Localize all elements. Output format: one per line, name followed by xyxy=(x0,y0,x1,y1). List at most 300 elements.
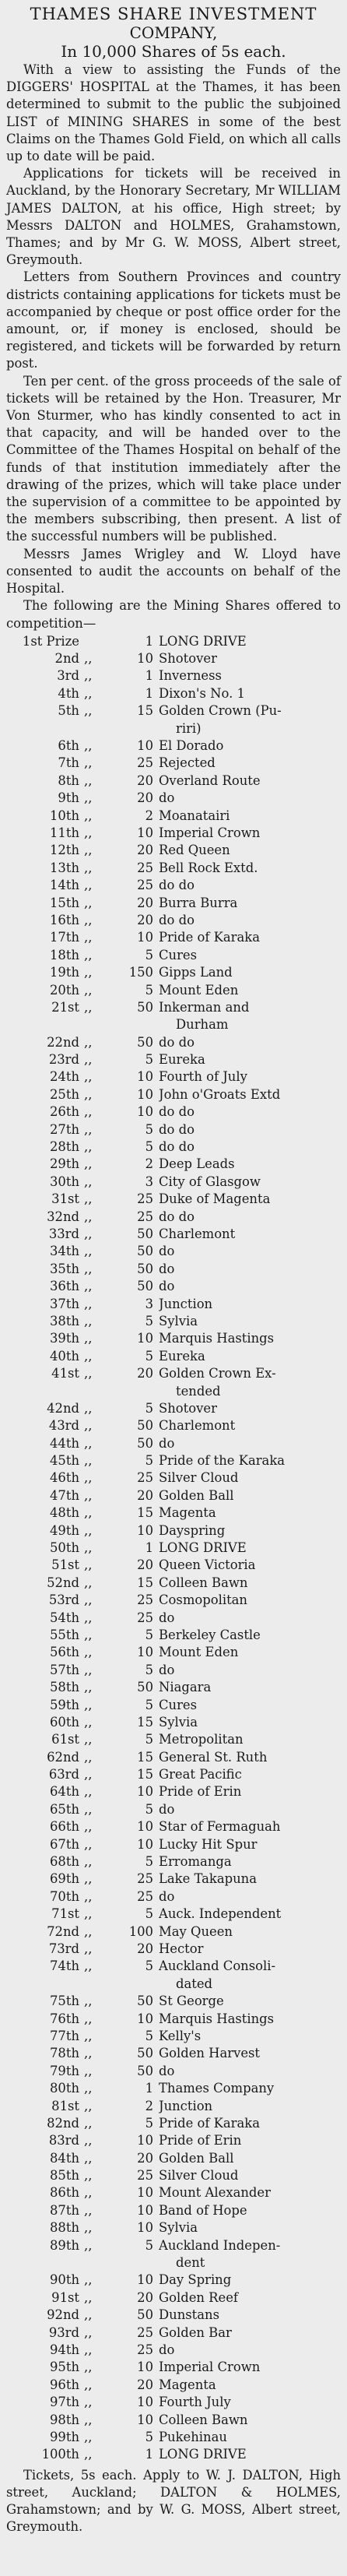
share-quantity: 15 xyxy=(137,1575,153,1590)
ditto-mark: ,, xyxy=(84,2272,93,2288)
claim-name: Pride of Erin xyxy=(159,1784,242,1800)
claim-name: Burra Burra xyxy=(159,895,238,910)
claim-name: Deep Leads xyxy=(159,1156,235,1172)
claim-name: do do xyxy=(159,1034,195,1050)
ditto-mark: ,, xyxy=(84,1610,93,1625)
share-quantity: 5 xyxy=(145,1313,153,1328)
ditto-mark: ,, xyxy=(84,2289,93,2305)
prize-number: 99th xyxy=(50,2429,79,2444)
claim-name: Hector xyxy=(159,1941,204,1956)
claim-name: Pride of the Karaka xyxy=(159,1453,286,1469)
prize-number: 28th xyxy=(50,1139,79,1155)
share-quantity: 15 xyxy=(137,703,153,719)
ditto-mark: ,, xyxy=(84,1557,93,1573)
claim-name: Star of Fermaguah xyxy=(159,1819,281,1835)
prize-row xyxy=(6,2446,341,2463)
claim-name: do do xyxy=(159,1104,195,1120)
prize-row xyxy=(6,1522,341,1540)
prize-row xyxy=(6,912,341,929)
prize-number: 89th xyxy=(50,2237,79,2253)
ditto-mark: ,, xyxy=(84,843,93,858)
share-quantity: 3 xyxy=(145,1174,153,1189)
ditto-mark: ,, xyxy=(84,2150,93,2166)
ditto-mark: ,, xyxy=(84,1592,93,1608)
ditto-mark: ,, xyxy=(84,999,93,1015)
prize-row xyxy=(6,1853,341,1870)
ditto-mark: ,, xyxy=(84,2237,93,2253)
ditto-mark: ,, xyxy=(84,1104,93,1120)
claim-name: Silver Cloud xyxy=(159,1470,239,1486)
prize-number: 83rd xyxy=(48,2133,79,2148)
prize-number: 81st xyxy=(51,2098,79,2113)
prize-row xyxy=(6,1923,341,1941)
claim-name: do xyxy=(159,1888,175,1904)
prize-number: 54th xyxy=(50,1610,79,1625)
prize-row xyxy=(6,1348,341,1365)
ditto-mark: ,, xyxy=(84,1680,93,1695)
claim-name: Pride of Karaka xyxy=(159,2115,260,2131)
share-quantity: 25 xyxy=(137,1871,153,1887)
share-quantity: 10 xyxy=(137,1331,153,1346)
prize-row xyxy=(6,2412,341,2429)
claim-name: May Queen xyxy=(159,1923,233,1939)
share-quantity: 50 xyxy=(137,1418,153,1434)
share-quantity: 10 xyxy=(137,2011,153,2026)
ditto-mark: ,, xyxy=(84,1418,93,1434)
prize-row xyxy=(6,1906,341,1923)
ditto-mark: ,, xyxy=(84,2202,93,2218)
share-quantity: 10 xyxy=(137,2360,153,2375)
claim-name: Gipps Land xyxy=(159,965,233,980)
ditto-mark: ,, xyxy=(84,1400,93,1416)
claim-name-continuation: dent xyxy=(176,2255,205,2271)
claim-name: Cures xyxy=(159,947,198,962)
spacer xyxy=(84,720,120,737)
share-quantity: 5 xyxy=(145,1348,153,1364)
ditto-mark: ,, xyxy=(84,1348,93,1364)
share-quantity: 5 xyxy=(145,2429,153,2444)
claim-name: Erromanga xyxy=(159,1854,232,1870)
prize-number: 17th xyxy=(50,930,79,945)
prize-row xyxy=(6,2167,341,2184)
prize-number: 36th xyxy=(50,1279,79,1294)
prize-number: 63rd xyxy=(48,1767,79,1782)
prize-row xyxy=(6,1278,341,1295)
prize-row xyxy=(6,2098,341,2115)
claim-name-continuation: Durham xyxy=(176,1017,229,1033)
claim-name-continuation: dated xyxy=(176,1976,213,1991)
share-quantity: 10 xyxy=(137,1522,153,1538)
prize-number: 2nd xyxy=(54,651,79,667)
share-quantity: 50 xyxy=(137,1034,153,1050)
ditto-mark: ,, xyxy=(84,2377,93,2392)
claim-name: Metropolitan xyxy=(159,1732,244,1747)
ditto-mark: ,, xyxy=(84,1226,93,1241)
prize-number: 75th xyxy=(50,1994,79,2009)
prize-number: 11th xyxy=(50,825,79,840)
claim-name: Duke of Magenta xyxy=(159,1191,271,1207)
share-quantity: 25 xyxy=(137,755,153,771)
ditto-mark: ,, xyxy=(84,1139,93,1155)
prize-number: 35th xyxy=(50,1261,79,1276)
share-quantity: 20 xyxy=(137,772,153,788)
claim-name: Queen Victoria xyxy=(159,1557,256,1573)
spacer xyxy=(84,1976,120,1993)
claim-name: Colleen Bawn xyxy=(159,1575,248,1590)
prize-number: 16th xyxy=(50,912,79,927)
claim-name: Overland Route xyxy=(159,772,261,788)
ditto-mark: ,, xyxy=(84,1366,93,1381)
ditto-mark: ,, xyxy=(84,1470,93,1486)
claim-name: Golden Reef xyxy=(159,2289,238,2305)
ditto-mark: ,, xyxy=(84,1261,93,1276)
share-quantity: 5 xyxy=(145,2028,153,2043)
prize-row xyxy=(6,1086,341,1103)
claim-name: Fourth July xyxy=(159,2395,231,2410)
claim-name: Bell Rock Extd. xyxy=(159,860,258,875)
prize-number: 87th xyxy=(50,2202,79,2218)
claim-name: Eureka xyxy=(159,1348,205,1364)
prize-number: 71st xyxy=(51,1906,79,1922)
claim-name: Golden Crown (Pu- xyxy=(159,703,282,719)
prize-number: 30th xyxy=(50,1174,79,1189)
share-quantity: 20 xyxy=(137,843,153,858)
prize-row xyxy=(6,1801,341,1818)
prize-number: 96th xyxy=(50,2377,79,2392)
prize-row xyxy=(6,2237,341,2254)
prize-row xyxy=(6,1941,341,1958)
prize-number: 53rd xyxy=(48,1592,79,1608)
page-title: THAMES SHARE INVESTMENT xyxy=(30,5,317,23)
prize-row xyxy=(6,1836,341,1853)
prize-number: 69th xyxy=(50,1871,79,1887)
prize-row xyxy=(6,1051,341,1068)
share-quantity: 100 xyxy=(128,1923,153,1939)
prize-number: 72nd xyxy=(47,1923,79,1939)
prize-number: 13th xyxy=(50,860,79,875)
shares-intro-paragraph: The following are the Mining Shares offered to competition— xyxy=(6,598,341,631)
ditto-mark: ,, xyxy=(84,1627,93,1642)
applications-paragraph: Applications for tickets will be received in Auckland, by the Honorary Secretary, Mr WILLIAM JAMES DALTON, at his office, High street; by Messrs DALTON and HOLMES, Grahamstown, Thames; and by Mr G. W. MOSS, Albert street, Greymouth. xyxy=(6,166,341,268)
prize-row xyxy=(6,2115,341,2132)
ditto-mark: ,, xyxy=(84,2447,93,2462)
ditto-mark: ,, xyxy=(84,2342,93,2357)
prize-row xyxy=(6,1121,341,1138)
prize-row xyxy=(6,737,341,755)
prize-number: 41st xyxy=(51,1366,79,1381)
ditto-mark: ,, xyxy=(84,651,93,667)
prize-number: 37th xyxy=(50,1296,79,1311)
prize-number: 20th xyxy=(50,982,79,998)
prize-number: 26th xyxy=(50,1104,79,1120)
prize-row xyxy=(6,1697,341,1714)
share-quantity: 20 xyxy=(137,895,153,910)
claim-name: Lake Takapuna xyxy=(159,1871,258,1887)
spacer xyxy=(120,1016,159,1033)
prize-row xyxy=(6,1400,341,1417)
prize-row xyxy=(6,964,341,981)
prize-row xyxy=(6,2272,341,2289)
claim-name: Golden Crown Ex- xyxy=(159,1366,276,1381)
ditto-mark: ,, xyxy=(84,2395,93,2410)
prize-number: 6th xyxy=(58,738,79,754)
claim-name: do xyxy=(159,1610,175,1625)
prize-number: 56th xyxy=(50,1645,79,1660)
share-quantity: 2 xyxy=(145,2098,153,2113)
prize-number: 27th xyxy=(50,1121,79,1137)
ditto-mark: ,, xyxy=(84,1052,93,1068)
share-quantity: 50 xyxy=(137,2307,153,2323)
prize-row xyxy=(6,2394,341,2411)
prize-row xyxy=(6,2307,341,2324)
ditto-mark: ,, xyxy=(84,1767,93,1782)
prize-row xyxy=(6,1731,341,1748)
prize-row xyxy=(6,667,341,684)
ditto-mark: ,, xyxy=(84,703,93,719)
prize-row xyxy=(6,1209,341,1226)
prize-row xyxy=(6,2028,341,2045)
ditto-mark: ,, xyxy=(84,912,93,927)
prize-row xyxy=(6,1627,341,1644)
spacer xyxy=(84,1383,120,1400)
spacer xyxy=(120,2254,159,2272)
prize-row xyxy=(6,1592,341,1609)
share-quantity: 15 xyxy=(137,1767,153,1782)
share-quantity: 20 xyxy=(137,2150,153,2166)
claim-name: Day Spring xyxy=(159,2272,232,2288)
prize-number: 47th xyxy=(50,1487,79,1503)
share-quantity: 10 xyxy=(137,651,153,667)
ditto-mark: ,, xyxy=(84,1435,93,1451)
claim-name: Thames Company xyxy=(159,2081,275,2096)
prize-number: 62nd xyxy=(47,1749,79,1765)
claim-name: Magenta xyxy=(159,2377,216,2392)
claim-name: do do xyxy=(159,912,195,927)
prize-number: 5th xyxy=(58,703,79,719)
share-quantity: 5 xyxy=(145,1732,153,1747)
share-quantity: 10 xyxy=(137,2220,153,2236)
prize-number: 3rd xyxy=(57,668,79,684)
share-quantity: 20 xyxy=(137,2377,153,2392)
prize-number: 10th xyxy=(50,808,79,823)
ditto-mark: ,, xyxy=(84,1575,93,1590)
prize-row xyxy=(6,2063,341,2080)
prize-row xyxy=(6,1313,341,1330)
share-quantity: 5 xyxy=(145,1400,153,1416)
share-quantity: 20 xyxy=(137,2289,153,2305)
claim-name: Dixon's No. 1 xyxy=(159,685,245,701)
share-quantity: 5 xyxy=(145,2115,153,2131)
ditto-mark: ,, xyxy=(84,825,93,840)
prize-number: 43rd xyxy=(48,1418,79,1434)
claim-name: Shotover xyxy=(159,651,217,667)
share-quantity: 10 xyxy=(137,1836,153,1852)
claim-name: do do xyxy=(159,1209,195,1224)
ditto-mark: ,, xyxy=(84,878,93,893)
claim-name: Sylvia xyxy=(159,1313,198,1328)
prize-number: 78th xyxy=(50,2046,79,2061)
ditto-mark: ,, xyxy=(84,2063,93,2078)
prize-row xyxy=(6,1714,341,1731)
prize-number: 59th xyxy=(50,1697,79,1712)
ditto-mark: ,, xyxy=(84,738,93,754)
prize-row xyxy=(6,1644,341,1661)
letters-paragraph: Letters from Southern Provinces and country districts containing applications for tickets must be accompanied by cheque or post office order for the amount, or, if money is enclosed, should be registered, and tickets will be forwarded by return post. xyxy=(6,269,341,371)
ditto-mark: ,, xyxy=(84,1697,93,1712)
claim-name: Mount Alexander xyxy=(159,2185,271,2201)
share-quantity: 10 xyxy=(137,2185,153,2201)
share-quantity: 10 xyxy=(137,2133,153,2148)
claim-name: Golden Bar xyxy=(159,2324,232,2340)
prize-row xyxy=(6,1610,341,1627)
share-quantity: 5 xyxy=(145,1453,153,1469)
prize-row xyxy=(6,2045,341,2062)
prize-number: 52nd xyxy=(47,1575,79,1590)
prize-row xyxy=(6,1330,341,1347)
share-quantity: 5 xyxy=(145,1121,153,1137)
prize-number: 55th xyxy=(50,1627,79,1642)
prize-number: 60th xyxy=(50,1714,79,1730)
ditto-mark: ,, xyxy=(84,2011,93,2026)
prize-row xyxy=(6,842,341,859)
prize-row xyxy=(6,1958,341,1975)
claim-name: Red Queen xyxy=(159,843,230,858)
claim-name: Charlemont xyxy=(159,1418,236,1434)
share-quantity: 15 xyxy=(137,1505,153,1521)
ditto-mark: ,, xyxy=(84,1732,93,1747)
prize-row xyxy=(6,808,341,825)
prize-number: 9th xyxy=(58,790,79,806)
intro-paragraph: With a view to assisting the Funds of the DIGGERS' HOSPITAL at the Thames, it has been determined to submit to the public the subjoined LIST of MINING SHARES in some of the best Claims on the Thames Gold Field, on which all calls up to date will be paid. xyxy=(6,62,341,164)
share-quantity: 5 xyxy=(145,1801,153,1817)
share-quantity: 50 xyxy=(137,999,153,1015)
prize-row xyxy=(6,2324,341,2342)
ditto-mark: ,, xyxy=(84,1069,93,1085)
claim-name: Auck. Independent xyxy=(159,1906,282,1922)
ditto-mark: ,, xyxy=(84,1453,93,1469)
prize-number: 18th xyxy=(50,947,79,962)
claim-name: Berkeley Castle xyxy=(159,1627,261,1642)
ditto-mark: ,, xyxy=(84,860,93,875)
ditto-mark: ,, xyxy=(84,1209,93,1224)
claim-name: do do xyxy=(159,878,195,893)
ditto-mark: ,, xyxy=(84,1906,93,1922)
shares-line: In 10,000 Shares of 5s each. xyxy=(61,42,286,61)
ditto-mark: ,, xyxy=(84,1836,93,1852)
share-quantity: 2 xyxy=(145,808,153,823)
claim-name: Charlemont xyxy=(159,1226,236,1241)
prize-number: 97th xyxy=(50,2395,79,2410)
prize-row xyxy=(6,1557,341,1574)
claim-name: City of Glasgow xyxy=(159,1174,261,1189)
share-quantity: 1 xyxy=(145,633,153,649)
ditto-mark: ,, xyxy=(84,1086,93,1102)
prize-row xyxy=(6,790,341,807)
ditto-mark: ,, xyxy=(84,2046,93,2061)
prize-row xyxy=(6,1766,341,1783)
ditto-mark: ,, xyxy=(84,895,93,910)
ditto-mark: ,, xyxy=(84,1941,93,1956)
prize-row-continuation xyxy=(6,1016,341,1033)
prize-row xyxy=(6,1435,341,1452)
share-quantity: 50 xyxy=(137,1244,153,1259)
prize-row xyxy=(6,2429,341,2446)
share-quantity: 20 xyxy=(137,1941,153,1956)
prize-row xyxy=(6,685,341,702)
share-quantity: 10 xyxy=(137,1086,153,1102)
ditto-mark: ,, xyxy=(84,808,93,823)
ditto-mark: ,, xyxy=(84,1662,93,1677)
prize-row-continuation xyxy=(6,1383,341,1400)
claim-name: Marquis Hastings xyxy=(159,2011,275,2026)
share-quantity: 10 xyxy=(137,1784,153,1800)
share-quantity: 50 xyxy=(137,2046,153,2061)
claim-name: Cures xyxy=(159,1697,198,1712)
share-quantity: 20 xyxy=(137,912,153,927)
share-quantity: 5 xyxy=(145,1052,153,1068)
prize-row xyxy=(6,2289,341,2307)
ditto-mark: ,, xyxy=(84,1487,93,1503)
prize-row xyxy=(6,1504,341,1522)
prize-number: 93rd xyxy=(48,2324,79,2340)
claim-name: Pride of Karaka xyxy=(159,930,260,945)
share-quantity: 20 xyxy=(137,790,153,806)
claim-name: Imperial Crown xyxy=(159,2360,261,2375)
prize-row xyxy=(6,2342,341,2359)
prize-row xyxy=(6,1818,341,1835)
prize-row xyxy=(6,2359,341,2376)
ditto-mark: ,, xyxy=(84,947,93,962)
ditto-mark: ,, xyxy=(84,1174,93,1189)
share-quantity: 10 xyxy=(137,738,153,754)
claim-name: do xyxy=(159,1435,175,1451)
ditto-mark: ,, xyxy=(84,1854,93,1870)
spacer xyxy=(84,1016,120,1033)
ditto-mark: ,, xyxy=(84,772,93,788)
prize-number: 1st Prize xyxy=(22,633,79,649)
share-quantity: 5 xyxy=(145,2237,153,2253)
share-quantity: 50 xyxy=(137,1435,153,1451)
ditto-mark: ,, xyxy=(84,1244,93,1259)
claim-name: Eureka xyxy=(159,1052,205,1068)
prize-number: 24th xyxy=(50,1069,79,1085)
ditto-mark: ,, xyxy=(84,2220,93,2236)
ditto-mark: ,, xyxy=(84,1784,93,1800)
claim-name: LONG DRIVE xyxy=(159,633,247,649)
prize-number: 66th xyxy=(50,1819,79,1835)
prize-number: 95th xyxy=(50,2360,79,2375)
share-quantity: 10 xyxy=(137,1069,153,1085)
spacer xyxy=(6,1383,84,1400)
share-quantity: 10 xyxy=(137,1645,153,1660)
claim-name: do xyxy=(159,1244,175,1259)
ditto-mark: ,, xyxy=(84,2412,93,2427)
spacer xyxy=(6,720,84,737)
share-quantity: 25 xyxy=(137,2342,153,2357)
ditto-mark: ,, xyxy=(84,1714,93,1730)
claim-name: Auckland Indepen- xyxy=(159,2237,281,2253)
prize-row xyxy=(6,947,341,964)
share-quantity: 25 xyxy=(137,2168,153,2184)
ditto-mark: ,, xyxy=(84,1331,93,1346)
prize-row xyxy=(6,1365,341,1382)
claim-name: Cosmopolitan xyxy=(159,1592,247,1608)
share-quantity: 50 xyxy=(137,1279,153,1294)
prize-row xyxy=(6,1138,341,1156)
share-quantity: 1 xyxy=(145,2447,153,2462)
prize-number: 94th xyxy=(50,2342,79,2357)
prize-number: 51st xyxy=(51,1557,79,1573)
